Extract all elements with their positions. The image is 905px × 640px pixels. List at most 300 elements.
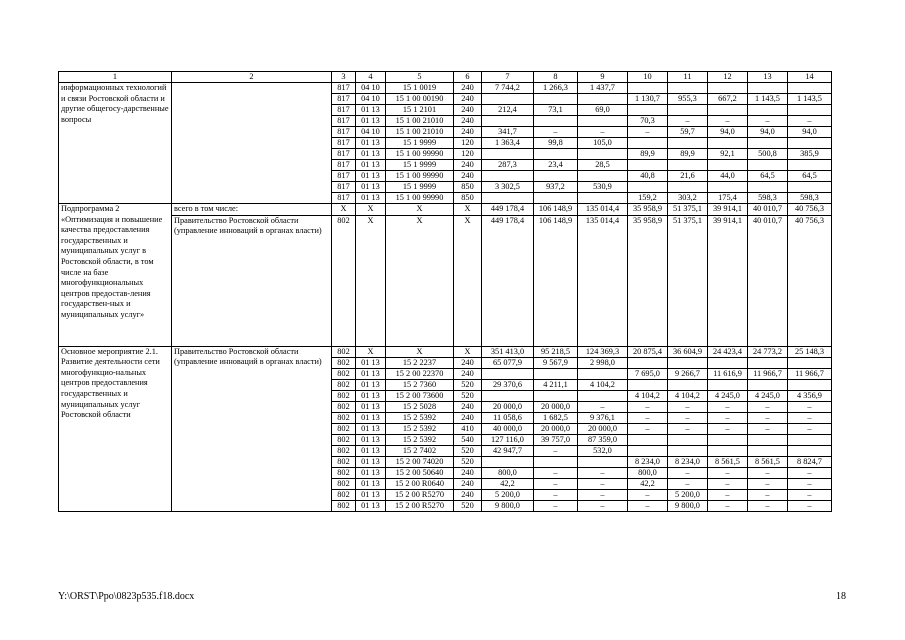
- table-cell: 240: [454, 171, 482, 182]
- table-cell: 1 143,5: [748, 94, 788, 105]
- table-cell: 01 13: [356, 500, 386, 511]
- table-cell: [578, 94, 628, 105]
- table-cell: 802: [332, 456, 356, 467]
- table-cell: 802: [332, 357, 356, 368]
- table-cell: 15 2 00 R5270: [386, 500, 454, 511]
- table-cell: 240: [454, 105, 482, 116]
- table-cell: 802: [332, 423, 356, 434]
- table-cell: 15 2 7402: [386, 445, 454, 456]
- table-cell: –: [708, 412, 748, 423]
- table-cell: 15 2 5028: [386, 401, 454, 412]
- table-cell: Х: [454, 346, 482, 357]
- table-cell: [578, 116, 628, 127]
- table-cell: 59,7: [668, 127, 708, 138]
- table-cell: 25 148,3: [788, 346, 832, 357]
- table-cell: –: [578, 127, 628, 138]
- table-cell: [668, 182, 708, 193]
- table-cell: 240: [454, 83, 482, 94]
- table-cell: –: [788, 412, 832, 423]
- column-header: 1: [59, 72, 172, 83]
- table-cell: [482, 456, 534, 467]
- table-cell: [748, 160, 788, 171]
- table-cell: 127 116,0: [482, 434, 534, 445]
- table-cell: 449 178,4: [482, 204, 534, 216]
- table-cell: 35 958,9: [628, 215, 668, 346]
- table-cell: 1 266,3: [534, 83, 578, 94]
- table-cell: 01 13: [356, 445, 386, 456]
- table-cell: 15 2 5392: [386, 434, 454, 445]
- table-cell: 01 13: [356, 423, 386, 434]
- table-cell: 15 1 00 99990: [386, 171, 454, 182]
- table-cell: [534, 149, 578, 160]
- table-cell: 44,0: [708, 171, 748, 182]
- table-cell: –: [788, 478, 832, 489]
- table-cell: Х: [356, 204, 386, 216]
- table-cell: 01 13: [356, 401, 386, 412]
- table-cell: 800,0: [482, 467, 534, 478]
- table-cell: 23,4: [534, 160, 578, 171]
- table-cell: [708, 138, 748, 149]
- table-cell: 94,0: [788, 127, 832, 138]
- table-cell: Х: [356, 346, 386, 357]
- table-cell: [628, 182, 668, 193]
- table-cell: 7 744,2: [482, 83, 534, 94]
- table-cell: –: [668, 478, 708, 489]
- table-cell: 4 104,2: [628, 390, 668, 401]
- table-cell: [668, 379, 708, 390]
- table-cell: [748, 357, 788, 368]
- table-cell: –: [788, 401, 832, 412]
- table-cell: 64,5: [748, 171, 788, 182]
- table-cell: [708, 160, 748, 171]
- table-cell: –: [708, 500, 748, 511]
- table-cell: 106 148,9: [534, 204, 578, 216]
- table-cell: 01 13: [356, 489, 386, 500]
- table-cell: 11 616,9: [708, 368, 748, 379]
- table-cell: 95 218,5: [534, 346, 578, 357]
- table-cell: 73,1: [534, 105, 578, 116]
- table-cell: 817: [332, 105, 356, 116]
- table-cell: [708, 434, 748, 445]
- table-cell: Х: [386, 346, 454, 357]
- table-cell: [578, 456, 628, 467]
- table-cell: 15 2 5392: [386, 412, 454, 423]
- table-cell: [628, 138, 668, 149]
- table-cell: 7 695,0: [628, 368, 668, 379]
- table-cell: 42,2: [482, 478, 534, 489]
- table-cell: 01 13: [356, 116, 386, 127]
- table-cell: [482, 390, 534, 401]
- table-cell: 24 423,4: [708, 346, 748, 357]
- table-cell: 24 773,2: [748, 346, 788, 357]
- table-cell: 802: [332, 467, 356, 478]
- table-cell: 15 1 0019: [386, 83, 454, 94]
- table-cell: 159,2: [628, 193, 668, 204]
- table-cell: 1 682,5: [534, 412, 578, 423]
- table-cell: 4 356,9: [788, 390, 832, 401]
- table-cell: [788, 379, 832, 390]
- table-cell: 42,2: [628, 478, 668, 489]
- subprogram-name-cell: Подпрограмма 2 «Оптимизация и повышение качества предоставления государственных и муниципальных услуг в Ростовской области, в том числе на базе многофункциональных центров предостав-ления государствен-ных и муниципальных услуг»: [59, 204, 172, 347]
- column-header: 12: [708, 72, 748, 83]
- table-cell: 01 13: [356, 357, 386, 368]
- column-header: 3: [332, 72, 356, 83]
- table-cell: [628, 445, 668, 456]
- table-cell: –: [578, 467, 628, 478]
- table-cell: 8 234,0: [628, 456, 668, 467]
- table-cell: 287,3: [482, 160, 534, 171]
- table-cell: [534, 390, 578, 401]
- table-cell: 15 1 00 00190: [386, 94, 454, 105]
- table-cell: 120: [454, 149, 482, 160]
- table-cell: –: [628, 489, 668, 500]
- table-cell: [534, 171, 578, 182]
- table-cell: 449 178,4: [482, 215, 534, 346]
- table-cell: 240: [454, 489, 482, 500]
- table-cell: [482, 171, 534, 182]
- table-cell: 212,4: [482, 105, 534, 116]
- table-cell: 817: [332, 116, 356, 127]
- table-cell: 15 2 5392: [386, 423, 454, 434]
- table-cell: 135 014,4: [578, 215, 628, 346]
- table-cell: –: [578, 478, 628, 489]
- table-cell: –: [788, 500, 832, 511]
- table-cell: [788, 434, 832, 445]
- table-cell: [788, 182, 832, 193]
- table-cell: [628, 434, 668, 445]
- table-cell: 530,9: [578, 182, 628, 193]
- table-cell: 39 914,1: [708, 215, 748, 346]
- table-cell: –: [748, 412, 788, 423]
- table-cell: 4 211,1: [534, 379, 578, 390]
- table-cell: 500,8: [748, 149, 788, 160]
- table-cell: –: [708, 401, 748, 412]
- column-header: 5: [386, 72, 454, 83]
- table-cell: 105,0: [578, 138, 628, 149]
- table-cell: –: [708, 467, 748, 478]
- table-cell: 15 1 00 99990: [386, 149, 454, 160]
- table-cell: 15 1 2101: [386, 105, 454, 116]
- table-cell: [628, 83, 668, 94]
- column-header: 11: [668, 72, 708, 83]
- table-cell: 20 000,0: [534, 401, 578, 412]
- table-cell: 15 2 00 73600: [386, 390, 454, 401]
- table-cell: 817: [332, 94, 356, 105]
- column-header: 4: [356, 72, 386, 83]
- table-cell: 385,9: [788, 149, 832, 160]
- table-cell: 40 000,0: [482, 423, 534, 434]
- table-cell: –: [748, 478, 788, 489]
- column-header: 13: [748, 72, 788, 83]
- table-cell: 20 000,0: [578, 423, 628, 434]
- table-cell: 9 567,9: [534, 357, 578, 368]
- table-cell: 802: [332, 412, 356, 423]
- table-cell: 520: [454, 500, 482, 511]
- table-cell: –: [668, 401, 708, 412]
- table-cell: [578, 171, 628, 182]
- table-cell: 87 359,0: [578, 434, 628, 445]
- table-cell: 802: [332, 434, 356, 445]
- table-cell: 240: [454, 478, 482, 489]
- table-cell: 15 2 00 74020: [386, 456, 454, 467]
- table-cell: 01 13: [356, 390, 386, 401]
- table-cell: [708, 357, 748, 368]
- table-cell: –: [668, 423, 708, 434]
- table-cell: –: [628, 412, 668, 423]
- table-cell: [482, 193, 534, 204]
- table-cell: 598,3: [748, 193, 788, 204]
- table-cell: 11 966,7: [748, 368, 788, 379]
- table-cell: [534, 94, 578, 105]
- table-cell: [788, 445, 832, 456]
- table-cell: 802: [332, 346, 356, 357]
- table-cell: 802: [332, 379, 356, 390]
- table-cell: Х: [454, 215, 482, 346]
- table-cell: 15 1 00 99990: [386, 193, 454, 204]
- table-cell: 520: [454, 379, 482, 390]
- table-cell: 15 1 9999: [386, 160, 454, 171]
- table-cell: [788, 105, 832, 116]
- table-cell: –: [668, 412, 708, 423]
- table-cell: 01 13: [356, 138, 386, 149]
- table-cell: [788, 357, 832, 368]
- table-cell: 850: [454, 193, 482, 204]
- table-cell: 9 376,1: [578, 412, 628, 423]
- table-cell: [748, 379, 788, 390]
- table-cell: [534, 368, 578, 379]
- table-cell: [534, 456, 578, 467]
- column-header: 6: [454, 72, 482, 83]
- table-cell: –: [788, 116, 832, 127]
- table-cell: 94,0: [748, 127, 788, 138]
- executor-cell: [172, 83, 332, 204]
- table-cell: 01 13: [356, 456, 386, 467]
- table-cell: 240: [454, 401, 482, 412]
- table-cell: 94,0: [708, 127, 748, 138]
- table-cell: 240: [454, 160, 482, 171]
- table-cell: 40,8: [628, 171, 668, 182]
- table-cell: 39 914,1: [708, 204, 748, 216]
- table-cell: 8 561,5: [748, 456, 788, 467]
- table-cell: 240: [454, 412, 482, 423]
- table-cell: 175,4: [708, 193, 748, 204]
- table-cell: [482, 116, 534, 127]
- table-cell: [534, 116, 578, 127]
- table-cell: 01 13: [356, 478, 386, 489]
- table-cell: 15 1 00 21010: [386, 127, 454, 138]
- table-cell: 04 10: [356, 94, 386, 105]
- table-cell: 124 369,3: [578, 346, 628, 357]
- table-cell: –: [578, 489, 628, 500]
- table-cell: 15 1 9999: [386, 182, 454, 193]
- table-cell: 15 2 00 R5270: [386, 489, 454, 500]
- table-cell: 240: [454, 368, 482, 379]
- table-cell: [788, 138, 832, 149]
- table-cell: 800,0: [628, 467, 668, 478]
- table-cell: 4 104,2: [668, 390, 708, 401]
- table-cell: 520: [454, 390, 482, 401]
- table-cell: 01 13: [356, 105, 386, 116]
- table-cell: 8 561,5: [708, 456, 748, 467]
- table-cell: 40 756,3: [788, 215, 832, 346]
- table-cell: –: [578, 401, 628, 412]
- table-cell: 69,0: [578, 105, 628, 116]
- table-cell: 240: [454, 116, 482, 127]
- page-number: 18: [836, 591, 846, 602]
- table-cell: 92,1: [708, 149, 748, 160]
- table-cell: –: [534, 127, 578, 138]
- table-cell: 64,5: [788, 171, 832, 182]
- table-cell: –: [748, 467, 788, 478]
- table-cell: 5 200,0: [668, 489, 708, 500]
- table-cell: –: [748, 423, 788, 434]
- table-cell: –: [534, 478, 578, 489]
- table-cell: –: [748, 500, 788, 511]
- table-cell: 3 302,5: [482, 182, 534, 193]
- table-body: [59, 72, 832, 512]
- table-cell: –: [534, 467, 578, 478]
- table-cell: 817: [332, 182, 356, 193]
- table-cell: 817: [332, 171, 356, 182]
- table-cell: 01 13: [356, 412, 386, 423]
- table-cell: –: [628, 500, 668, 511]
- table-cell: [628, 105, 668, 116]
- table-cell: 01 13: [356, 379, 386, 390]
- footer-file-path: Y:\ORST\Ppo\0823p535.f18.docx: [58, 591, 195, 602]
- executor-cell: Правительство Ростовской области (управление инноваций в органах власти): [172, 346, 332, 511]
- table-cell: 39 757,0: [534, 434, 578, 445]
- table-cell: –: [668, 467, 708, 478]
- table-cell: 04 10: [356, 83, 386, 94]
- table-cell: 1 437,7: [578, 83, 628, 94]
- table-cell: [708, 445, 748, 456]
- table-cell: [628, 357, 668, 368]
- table-cell: [578, 390, 628, 401]
- table-row: [59, 215, 832, 346]
- table-cell: 15 1 9999: [386, 138, 454, 149]
- table-cell: 1 130,7: [628, 94, 668, 105]
- column-header: 14: [788, 72, 832, 83]
- table-cell: 21,6: [668, 171, 708, 182]
- table-cell: 955,3: [668, 94, 708, 105]
- table-cell: 15 2 2237: [386, 357, 454, 368]
- table-cell: Х: [356, 215, 386, 346]
- column-header: 2: [172, 72, 332, 83]
- table-cell: –: [708, 478, 748, 489]
- table-cell: [668, 160, 708, 171]
- table-cell: 802: [332, 390, 356, 401]
- table-cell: 540: [454, 434, 482, 445]
- table-cell: 240: [454, 127, 482, 138]
- table-cell: [578, 193, 628, 204]
- executor-cell: Правительство Ростовской области (управление инноваций в органах власти): [172, 215, 332, 346]
- table-cell: [668, 357, 708, 368]
- table-cell: 15 2 00 22370: [386, 368, 454, 379]
- table-cell: 65 077,9: [482, 357, 534, 368]
- table-cell: 20 875,4: [628, 346, 668, 357]
- table-cell: Х: [386, 204, 454, 216]
- table-cell: 351 413,0: [482, 346, 534, 357]
- table-cell: 817: [332, 149, 356, 160]
- table-cell: [578, 149, 628, 160]
- table-cell: 15 2 7360: [386, 379, 454, 390]
- column-header: 7: [482, 72, 534, 83]
- table-cell: 51 375,1: [668, 215, 708, 346]
- table-cell: [534, 193, 578, 204]
- table-cell: [578, 368, 628, 379]
- table-cell: 01 13: [356, 434, 386, 445]
- table-cell: 40 756,3: [788, 204, 832, 216]
- table-cell: 520: [454, 456, 482, 467]
- table-cell: [668, 445, 708, 456]
- table-cell: [708, 379, 748, 390]
- table-cell: 817: [332, 83, 356, 94]
- table-cell: 15 2 00 50640: [386, 467, 454, 478]
- table-cell: –: [708, 116, 748, 127]
- table-cell: 802: [332, 445, 356, 456]
- table-cell: 410: [454, 423, 482, 434]
- table-cell: –: [628, 423, 668, 434]
- table-cell: 850: [454, 182, 482, 193]
- table-cell: 89,9: [668, 149, 708, 160]
- table-cell: [748, 182, 788, 193]
- table-cell: Х: [454, 204, 482, 216]
- table-cell: 802: [332, 489, 356, 500]
- table-cell: 89,9: [628, 149, 668, 160]
- table-cell: 40 010,7: [748, 215, 788, 346]
- table-cell: –: [708, 423, 748, 434]
- table-cell: [628, 379, 668, 390]
- table-cell: 817: [332, 160, 356, 171]
- table-cell: 04 10: [356, 127, 386, 138]
- table-cell: 01 13: [356, 368, 386, 379]
- column-header: 8: [534, 72, 578, 83]
- table-cell: 802: [332, 368, 356, 379]
- table-cell: 01 13: [356, 182, 386, 193]
- table-cell: 106 148,9: [534, 215, 578, 346]
- table-cell: 20 000,0: [482, 401, 534, 412]
- table-cell: –: [748, 489, 788, 500]
- table-cell: 520: [454, 445, 482, 456]
- table-cell: [628, 160, 668, 171]
- table-cell: –: [748, 116, 788, 127]
- total-label-cell: всего в том числе:: [172, 204, 332, 216]
- table-cell: 28,5: [578, 160, 628, 171]
- table-cell: 135 014,4: [578, 204, 628, 216]
- column-header: 10: [628, 72, 668, 83]
- table-cell: 8 234,0: [668, 456, 708, 467]
- table-cell: 802: [332, 478, 356, 489]
- table-cell: 01 13: [356, 171, 386, 182]
- table-cell: 240: [454, 94, 482, 105]
- table-cell: 4 245,0: [748, 390, 788, 401]
- table-cell: 15 1 00 21010: [386, 116, 454, 127]
- table-cell: 598,3: [788, 193, 832, 204]
- table-cell: –: [788, 489, 832, 500]
- table-cell: 01 13: [356, 467, 386, 478]
- table-cell: 4 245,0: [708, 390, 748, 401]
- table-cell: 29 370,6: [482, 379, 534, 390]
- table-cell: [788, 160, 832, 171]
- table-cell: 817: [332, 138, 356, 149]
- table-cell: –: [628, 401, 668, 412]
- table-cell: 341,7: [482, 127, 534, 138]
- table-cell: 2 998,0: [578, 357, 628, 368]
- table-cell: 817: [332, 127, 356, 138]
- table-cell: 937,2: [534, 182, 578, 193]
- table-cell: –: [534, 445, 578, 456]
- table-cell: –: [534, 489, 578, 500]
